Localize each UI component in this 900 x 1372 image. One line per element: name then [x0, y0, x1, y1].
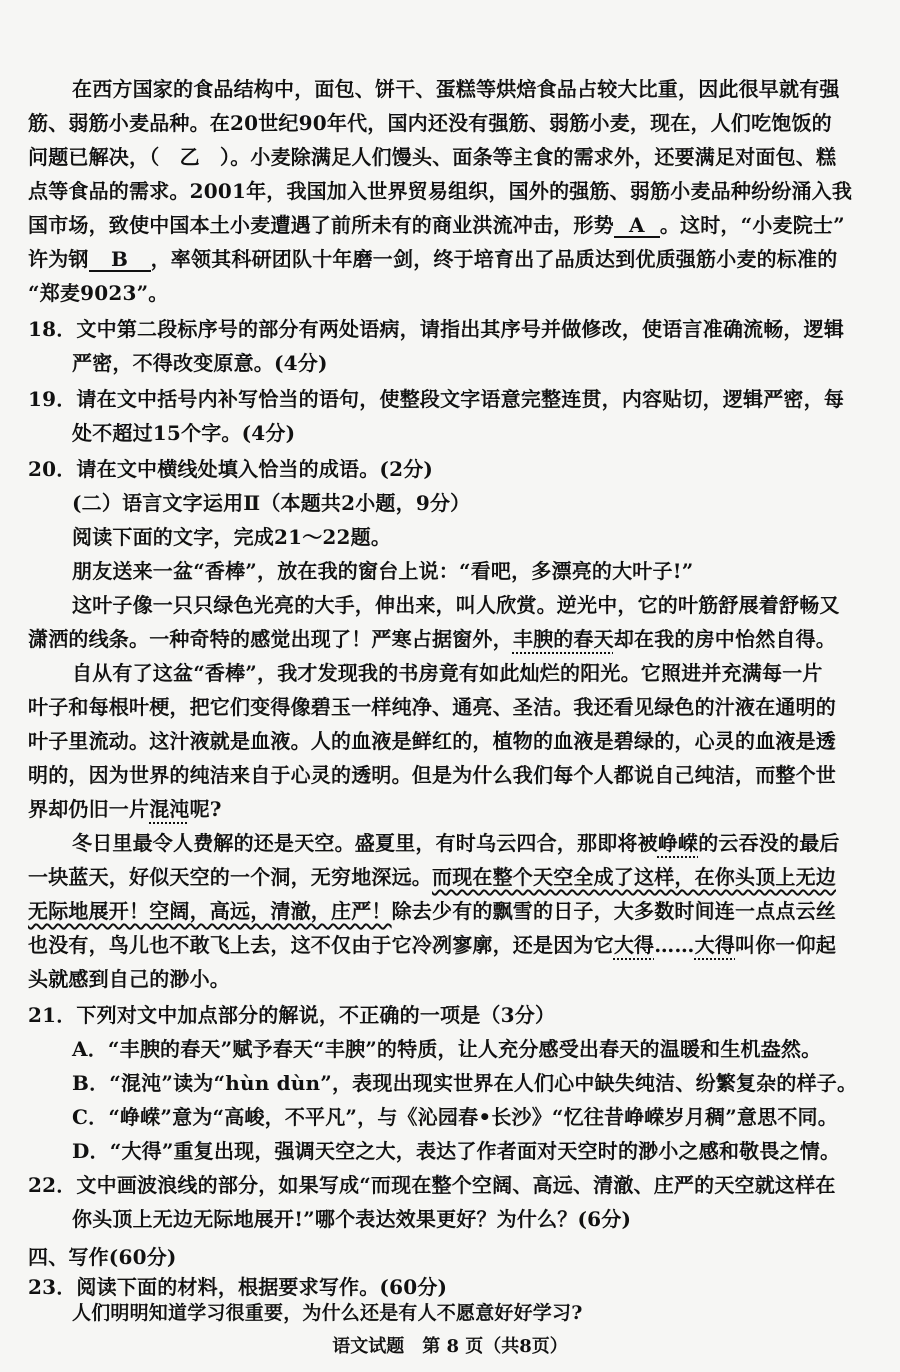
dotted-feng-yu — [513, 627, 614, 651]
passage-line — [28, 242, 837, 276]
essay-text: 的云吞没的最后 — [698, 831, 840, 855]
passage-line: 点等食品的需求。2001年，我国加入世界贸易组织，国外的强筋、弱筋小麦品种纷纷涌入我 — [28, 179, 853, 203]
essay-line: 叶子里流动。这汁液就是血液。人的血液是鲜红的，植物的血液是碧绿的，心灵的血液是透 — [28, 729, 836, 753]
question-20: 20．请在文中横线处填入恰当的成语。(2分) — [28, 457, 434, 481]
essay-line — [28, 792, 222, 826]
section-heading-4: 四、写作(60分) — [28, 1245, 177, 1269]
passage-line: 筋、弱筋小麦品种。在20世纪90年代，国内还没有强筋、弱筋小麦，现在，人们吃饱饭的 — [28, 111, 832, 135]
question-23: 23．阅读下面的材料，根据要求写作。(60分) — [28, 1275, 448, 1299]
essay-line: 叶子和每根叶梗，把它们变得像碧玉一样纯净、通亮、圣洁。我还看见绿色的汁液在通明的 — [28, 695, 836, 719]
essay-text: 界却仍旧一片 — [28, 797, 150, 821]
essay-line: 明的，因为世界的纯洁来自于心灵的透明。但是为什么我们每个人都说自己纯洁，而整个世 — [28, 763, 836, 787]
option-d: D．“大得”重复出现，强调天空之大，表达了作者面对天空时的渺小之感和敬畏之情。 — [72, 1139, 841, 1163]
instruction: 阅读下面的文字，完成21～22题。 — [72, 525, 392, 549]
dotted-hun-dun: 混沌 — [149, 797, 190, 821]
essay-line — [72, 826, 840, 860]
essay-text: 潇洒的线条。一种奇特的感觉出现了！严寒占据窗外， — [28, 627, 513, 651]
passage-text: ，率领其科研团队十年磨一剑，终于培育出了品质达到优质强筋小麦的标准的 — [150, 247, 838, 271]
passage-line: 在西方国家的食品结构中，面包、饼干、蛋糕等烘焙食品占较大比重，因此很早就有强 — [72, 77, 840, 101]
essay-text: 呢? — [189, 797, 222, 821]
essay-text: 一块蓝天，好似天空的一个洞，无穷地深远。 — [28, 865, 432, 889]
question-18-cont: 严密，不得改变原意。(4分) — [72, 351, 328, 375]
question-19-cont: 处不超过15个字。(4分) — [72, 421, 296, 445]
question-19: 19．请在文中括号内补写恰当的语句，使整段文字语意完整连贯，内容贴切，逻辑严密，每 — [28, 387, 845, 411]
passage-text: 许为钢 — [28, 247, 89, 271]
essay-line: 自从有了这盆“香棒”，我才发现我的书房竟有如此灿烂的阳光。它照进并充满每一片 — [72, 661, 823, 685]
option-b: B．“混沌”读为“hùn dùn”，表现出现实世界在人们心中缺失纯洁、纷繁复杂的样子。 — [72, 1071, 858, 1095]
dotted-text: 丰腴的春天 — [512, 627, 614, 651]
essay-text: 冬日里最令人费解的还是天空。盛夏里，有时乌云四合，那即将被 — [72, 831, 658, 855]
essay-line — [28, 860, 836, 894]
blank-b: B — [89, 248, 151, 272]
wavy-underline-text: 无际地展开！空阔，高远，清澈，庄严！ — [28, 899, 392, 923]
blank-a: A — [614, 214, 660, 238]
passage-line: “郑麦9023”。 — [28, 281, 169, 305]
essay-line — [28, 894, 836, 928]
question-22-cont: 你头顶上无边无际地展开!”哪个表达效果更好？为什么？(6分) — [72, 1207, 632, 1231]
question-22: 22．文中画波浪线的部分，如果写成“而现在整个空阔、高远、清澈、庄严的天空就这样在 — [28, 1173, 836, 1197]
passage-text: 国市场，致使中国本土小麦遭遇了前所未有的商业洪流冲击，形势 — [28, 213, 614, 237]
passage-line — [28, 208, 845, 242]
question-21: 21．下列对文中加点部分的解说，不正确的一项是（3分） — [28, 1003, 556, 1027]
passage-line: 问题已解决，（ 乙 ）。小麦除满足人们馒头、面条等主食的需求外，还要满足对面包、糕 — [28, 145, 837, 169]
essay-line: 这叶子像一只只绿色光亮的大手，伸出来，叫人欣赏。逆光中，它的叶筋舒展着舒畅又 — [72, 593, 840, 617]
essay-text: 除去少有的飘雪的日子，大多数时间连一点点云丝 — [391, 899, 837, 923]
page-footer: 语文试题 第 8 页（共8页） — [332, 1336, 568, 1357]
essay-line — [28, 928, 836, 962]
dotted-zheng-rong: 峥嵘 — [657, 831, 699, 855]
option-c: C．“峥嵘”意为“高峻，不平凡”，与《沁园春•长沙》“忆往昔峥嵘岁月稠”意思不同。 — [72, 1105, 838, 1129]
section-heading-2: (二）语言文字运用Ⅱ（本题共2小题，9分） — [72, 491, 471, 515]
question-18: 18．文中第二段标序号的部分有两处语病，请指出其序号并做修改，使语言准确流畅，逻辑 — [28, 317, 845, 341]
dotted-da-de-2: 大得 — [694, 933, 736, 957]
dotted-da-de-1: 大得 — [613, 933, 655, 957]
essay-line: 朋友送来一盆“香棒”，放在我的窗台上说：“看吧，多漂亮的大叶子!” — [72, 559, 694, 583]
option-a: A．“丰腴的春天”赋予春天“丰腴”的特质，让人充分感受出春天的温暖和生机盎然。 — [72, 1037, 822, 1061]
essay-text: 也没有，鸟儿也不敢飞上去，这不仅由于它冷冽寥廓，还是因为它 — [28, 933, 614, 957]
essay-line — [28, 622, 836, 656]
essay-text: 却在我的房中怡然自得。 — [613, 627, 837, 651]
material-line-1: 人们明明知道学习很重要，为什么还是有人不愿意好好学习? — [72, 1302, 583, 1324]
wavy-underline-text: 而现在整个天空全成了这样，在你头顶上无边 — [432, 865, 836, 889]
passage-text: 。这时，“小麦院士” — [659, 213, 845, 237]
essay-text: 叫你一仰起 — [735, 933, 837, 957]
essay-text: …… — [654, 933, 695, 957]
essay-line: 头就感到自己的渺小。 — [28, 967, 230, 991]
